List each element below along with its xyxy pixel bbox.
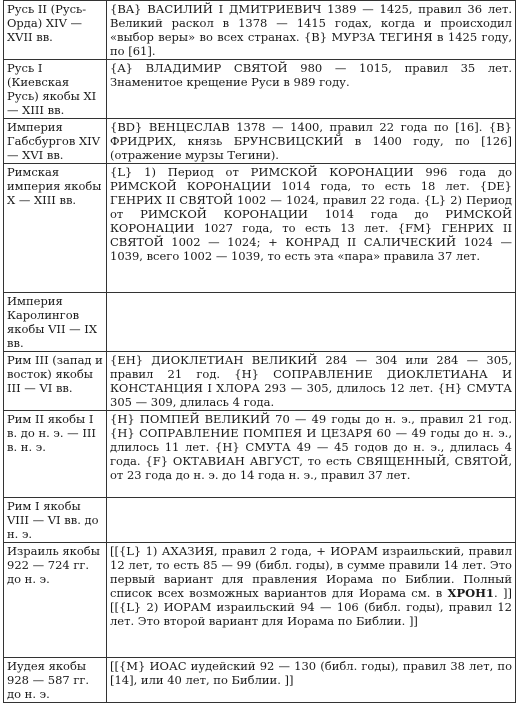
rulers-cell: {BD} ВЕНЦЕСЛАВ 1378 — 1400, правил 22 года по [16]. {B} ФРИДРИХ, князь БРУНСВИЦСКИЙ в 1400 году, по [126] (отражение мурзы Тегини). [107, 119, 516, 164]
period-cell: Русь I (Киевская Русь) якобы XI — XIII вв. [4, 60, 107, 119]
period-cell: Рим II якобы I в. до н. э. — III в. н. э. [4, 411, 107, 498]
period-cell: Империя Габсбургов XIV — XVI вв. [4, 119, 107, 164]
rulers-cell-empty [107, 498, 516, 543]
period-cell: Рим III (запад и восток) якобы III — VI вв. [4, 352, 107, 411]
period-cell: Иудея якобы 928 — 587 гг. до н. э. [4, 658, 107, 703]
book-reference: ХРОН1 [447, 586, 494, 600]
rulers-cell-empty [107, 293, 516, 352]
rulers-cell: {EH} ДИОКЛЕТИАН ВЕЛИКИЙ 284 — 304 или 284 — 305, правил 21 год. {H} СОПРАВЛЕНИЕ ДИОКЛЕТИАНА И КОНСТАНЦИЯ I ХЛОРА 293 — 305, длилось 12 лет. {H} СМУТА 305 — 309, длилась 4 года. [107, 352, 516, 411]
table-row [4, 411, 516, 498]
rulers-text: . ]] [[{L} 2) ИОРАМ израильский 94 — 106 (библ. годы), правил 12 лет. Это второй вариант для Иорама по Библии. ]] [110, 586, 512, 628]
table-row [4, 352, 516, 411]
table-row [4, 658, 516, 703]
period-cell: Империя Каролингов якобы VII — IX вв. [4, 293, 107, 352]
rulers-cell: {A} ВЛАДИМИР СВЯТОЙ 980 — 1015, правил 35 лет. Знаменитое крещение Руси в 989 году. [107, 60, 516, 119]
table-row [4, 119, 516, 164]
table-row [4, 60, 516, 119]
rulers-cell: {BA} ВАСИЛИЙ I ДМИТРИЕВИЧ 1389 — 1425, правил 36 лет. Великий раскол в 1378 — 1415 годах, когда и происходил «выбор веры» во всех странах. {B} МУРЗА ТЕГИНЯ в 1425 году, по [61]. [107, 1, 516, 60]
period-cell: Израиль якобы 922 — 724 гг. до н. э. [4, 543, 107, 658]
rulers-cell: {L} 1) Период от РИМСКОЙ КОРОНАЦИИ 996 года до РИМСКОЙ КОРОНАЦИИ 1014 года, то есть 18 лет. {DE} ГЕНРИХ II СВЯТОЙ 1002 — 1024, правил 22 года. {L} 2) Период от РИМСКОЙ КОРОНАЦИИ 1014 года до РИМСКОЙ КОРОНАЦИИ 1027 года, то есть 13 лет. {FM} ГЕНРИХ II СВЯТОЙ 1002 — 1024; + КОНРАД II САЛИЧЕСКИЙ 1024 — 1039, всего 1002 — 1039, то есть эта «пара» правила 37 лет. [107, 164, 516, 293]
rulers-cell: {H} ПОМПЕЙ ВЕЛИКИЙ 70 — 49 годы до н. э., правил 21 год. {H} СОПРАВЛЕНИЕ ПОМПЕЯ И ЦЕЗАРЯ 60 — 49 годы до н. э., длилось 11 лет. {H} СМУТА 49 — 45 годов до н. э., длилась 4 года. {F} ОКТАВИАН АВГУСТ, то есть СВЯЩЕННЫЙ, СВЯТОЙ, от 23 года до н. э. до 14 года н. э., правил 37 лет. [107, 411, 516, 498]
period-cell: Рим I якобы VIII — VI вв. до н. э. [4, 498, 107, 543]
table-row [4, 498, 516, 543]
rulers-cell: [[{M} ИОАС иудейский 92 — 130 (библ. годы), правил 38 лет, по [14], или 40 лет, по Библии. ]] [107, 658, 516, 703]
table-row [4, 293, 516, 352]
period-cell: Русь II (Русь-Орда) XIV — XVII вв. [4, 1, 107, 60]
chronology-table [3, 0, 516, 703]
rulers-text: [[{L} 1) АХАЗИЯ, правил 2 года, + ИОРАМ израильский, правил 12 лет, то есть 85 — 99 (библ. годы), в сумме правили 14 лет. Это первый вариант для правления Иорама по Библии. Полный список всех возможных вариантов для Иорама см. в [110, 544, 512, 600]
table-row [4, 164, 516, 293]
rulers-cell [107, 543, 516, 658]
period-cell: Римская империя якобы X — XIII вв. [4, 164, 107, 293]
table-row [4, 1, 516, 60]
table-row [4, 543, 516, 658]
